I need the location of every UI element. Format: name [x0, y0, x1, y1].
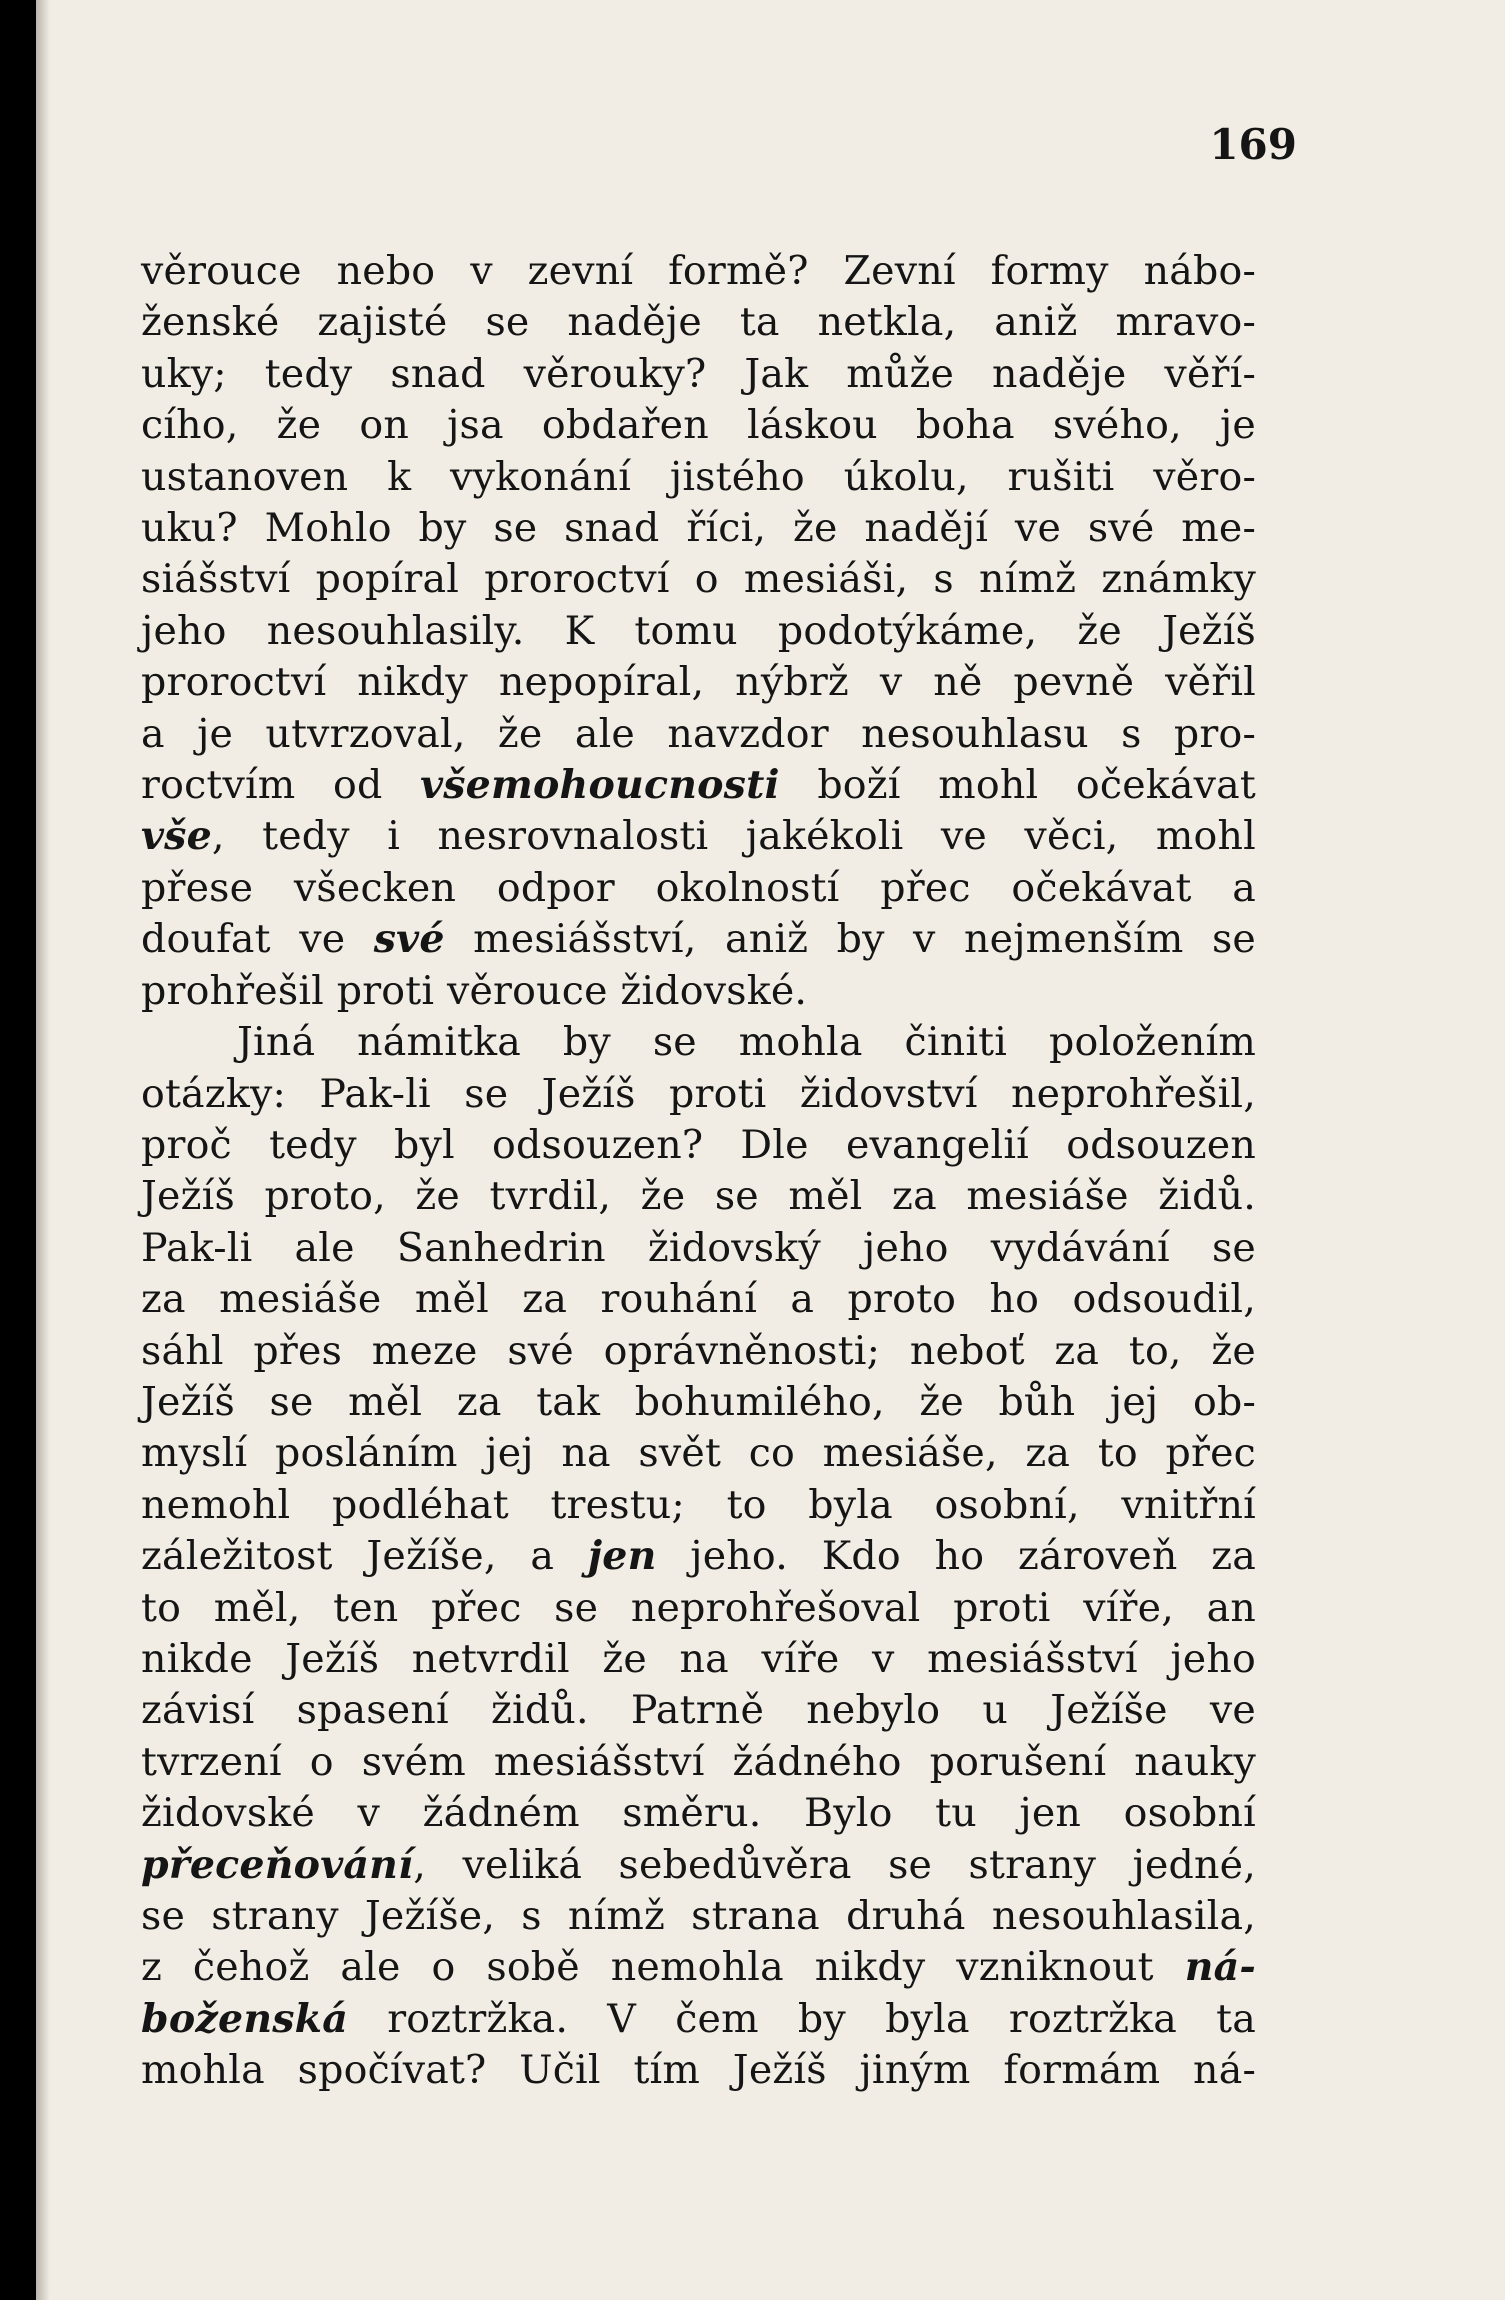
text-run: doufat ve [141, 916, 374, 963]
text-line: tvrzení o svém mesiášství žádného porušení nauky [141, 1738, 1256, 1785]
text-line: ustanoven k vykonání jistého úkolu, rušiti věro- [141, 453, 1256, 500]
text-run: , tedy i nesrovnalosti jakékoli ve věci, mohl [211, 813, 1256, 860]
emphasized-word: své [373, 916, 445, 963]
text-line: prohřešil proti věrouce židovské. [141, 967, 808, 1014]
text-run: záležitost Ježíše, a [141, 1533, 588, 1580]
emphasized-word: boženská [141, 1995, 349, 2042]
page-gutter-shadow [36, 0, 50, 2300]
text-run: roztržka. V čem by byla roztržka ta [348, 1995, 1256, 2042]
text-line [141, 811, 1256, 862]
text-line: nikde Ježíš netvrdil že na víře v mesiášství jeho [141, 1635, 1256, 1682]
text-line [141, 914, 1256, 965]
text-line: otázky: Pak-li se Ježíš proti židovství neprohřešil, [141, 1070, 1256, 1117]
text-line [141, 760, 1256, 811]
text-line: proroctví nikdy nepopíral, nýbrž v ně pevně věřil [141, 659, 1256, 706]
text-line: židovské v žádném směru. Bylo tu jen osobní [141, 1790, 1256, 1837]
body-text [141, 246, 1256, 2097]
paragraph-1 [141, 246, 1256, 1017]
emphasized-word: jen [587, 1533, 657, 1580]
text-line: siášství popíral proroctví o mesiáši, s nímž známky [141, 556, 1256, 603]
text-run: z čehož ale o sobě nemohla nikdy vzniknout [141, 1944, 1185, 1991]
text-line: Pak-li ale Sanhedrin židovský jeho vydávání se [141, 1224, 1256, 1271]
book-page [36, 0, 1505, 2300]
text-line: nemohl podléhat trestu; to byla osobní, vnitřní [141, 1481, 1256, 1528]
text-line [141, 1942, 1256, 1993]
text-line: Ježíš proto, že tvrdil, že se měl za mesiáše židů. [141, 1173, 1256, 1220]
paragraph-2 [141, 1017, 1256, 2097]
text-line: to měl, ten přec se neprohřešoval proti víře, an [141, 1584, 1256, 1631]
text-line: myslí posláním jej na svět co mesiáše, za to přec [141, 1430, 1256, 1477]
text-line [141, 1994, 1256, 2045]
text-run: boží mohl očekávat [779, 762, 1256, 809]
emphasized-word: vše [141, 813, 212, 860]
text-run: jeho. Kdo ho zároveň za [656, 1533, 1256, 1580]
text-line: jeho nesouhlasily. K tomu podotýkáme, že Ježíš [141, 607, 1256, 654]
text-line: mohla spočívat? Učil tím Ježíš jiným formám ná- [141, 2047, 1256, 2094]
text-line: sáhl přes meze své oprávněnosti; neboť za to, že [141, 1327, 1256, 1374]
text-line: přese všecken odpor okolností přec očekávat a [141, 864, 1256, 911]
text-line: uky; tedy snad věrouky? Jak může naděje věří- [141, 350, 1256, 397]
text-line: Jiná námitka by se mohla činiti položením [237, 1019, 1256, 1066]
text-line: ženské zajisté se naděje ta netkla, aniž mravo- [141, 299, 1256, 346]
text-line: uku? Mohlo by se snad říci, že nadějí ve své me- [141, 505, 1256, 552]
emphasized-word: ná- [1184, 1944, 1256, 1991]
text-line: Ježíš se měl za tak bohumilého, že bůh jej ob- [141, 1378, 1256, 1425]
page-number: 169 [1209, 120, 1297, 169]
text-line: a je utvrzoval, že ale navzdor nesouhlasu s pro- [141, 710, 1256, 757]
text-line [141, 1840, 1256, 1891]
emphasized-word: všemohoucnosti [420, 762, 780, 809]
text-run: roctvím od [141, 762, 421, 809]
text-line: závisí spasení židů. Patrně nebylo u Ježíše ve [141, 1687, 1256, 1734]
text-line: za mesiáše měl za rouhání a proto ho odsoudil, [141, 1276, 1256, 1323]
text-line: cího, že on jsa obdařen láskou boha svého, je [141, 402, 1256, 449]
text-line: se strany Ježíše, s nímž strana druhá nesouhlasila, [141, 1893, 1256, 1939]
text-line: věrouce nebo v zevní formě? Zevní formy nábo- [141, 248, 1256, 294]
text-run: mesiášství, aniž by v nejmenším se [444, 916, 1256, 963]
text-run: , veliká sebedůvěra se strany jedné, [413, 1841, 1256, 1888]
text-line: proč tedy byl odsouzen? Dle evangelií odsouzen [141, 1121, 1256, 1168]
emphasized-word: přeceňování [141, 1841, 414, 1888]
text-line [141, 1531, 1256, 1582]
